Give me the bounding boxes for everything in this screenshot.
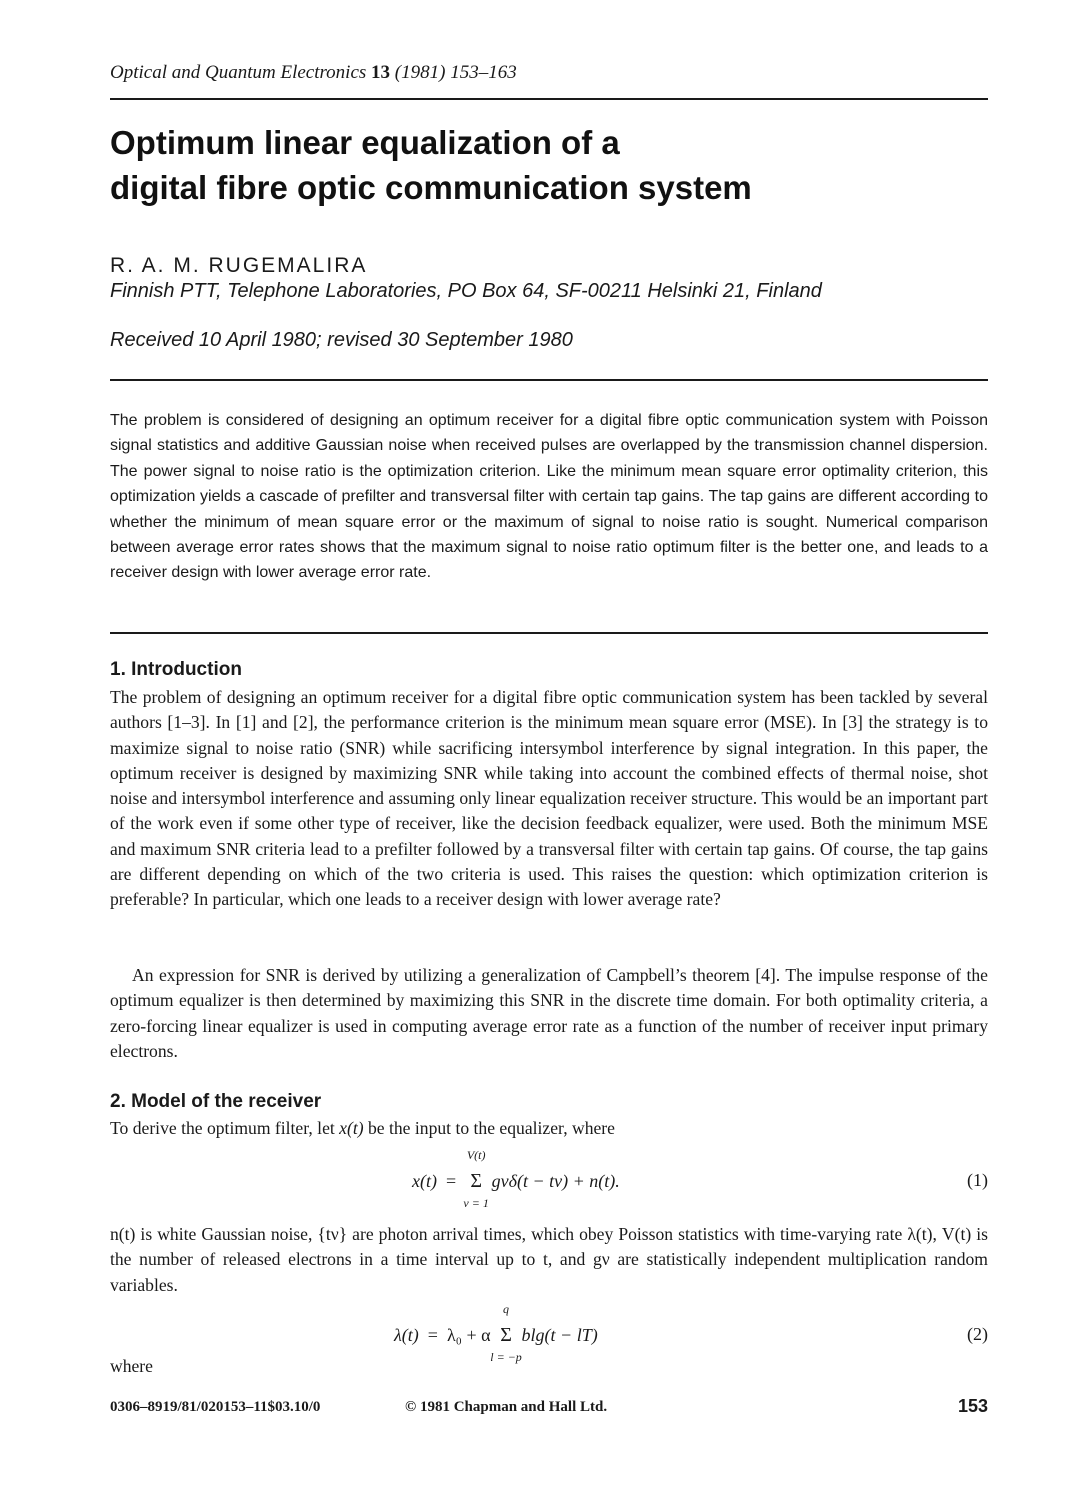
journal-volume: 13 — [371, 62, 391, 83]
model-intro — [110, 1116, 988, 1141]
footer-code: 0306–8919/81/020153–11$03.10/0 — [110, 1399, 321, 1415]
eq2-prefix: λ₀ + α — [446, 1325, 491, 1345]
intro-paragraph-2: An expression for SNR is derived by utilizing a generalization of Campbell’s theorem [4]. The impulse response of the optimum equalizer is then determined by maximizing this SNR in the discrete time domain. For both optimality criteria, a zero-forcing linear equalizer is used in computing average error rate as a function of the number of receiver input primary electrons. — [110, 965, 988, 1061]
eq1-lhs: x(t) — [412, 1171, 437, 1191]
model-paragraph: n(t) is white Gaussian noise, {tν} are photon arrival times, which obey Poisson statistics with time-varying rate λ(t), V(t) is the number of released electrons in a time interval up to t, and gν are statistically independent multiplication random variables. — [110, 1224, 988, 1295]
eq2-number: (2) — [967, 1324, 988, 1344]
author-affiliation: Finnish PTT, Telephone Laboratories, PO Box 64, SF-00211 Helsinki 21, Finland — [110, 280, 822, 302]
where-text: where — [110, 1356, 153, 1376]
eq2-sum-upper: q — [503, 1302, 510, 1316]
equation-2 — [110, 1302, 988, 1364]
journal-header — [110, 62, 517, 84]
abstract-rule-bottom — [110, 632, 988, 634]
eq1-number: (1) — [967, 1170, 988, 1190]
abstract-rule-top — [110, 379, 988, 381]
page-number: 153 — [957, 1396, 988, 1416]
title-line-1: Optimum linear equalization of a — [110, 124, 620, 161]
eq1-sum-upper: V(t) — [466, 1148, 486, 1162]
model-intro-before: To derive the optimum filter, let — [110, 1118, 340, 1138]
eq2-equals: = — [427, 1325, 438, 1345]
abstract: The problem is considered of designing an optimum receiver for a digital fibre optic communication system with Poisson signal statistics and additive Gaussian noise when received pulses are overlapped by the transmission channel dispersion. The power signal to noise ratio is the optimization criterion. Like the minimum mean square error optimality criterion, this optimization yields a cascade of prefilter and transversal filter with certain tap gains. The tap gains are different according to whether the minimum of mean square error or the maximum of signal to noise ratio is sought. Numerical comparison between average error rates shows that the maximum signal to noise ratio optimum filter is the better one, and leads to a receiver design with lower average error rate. — [110, 412, 988, 582]
received-dates: Received 10 April 1980; revised 30 September 1980 — [110, 329, 573, 351]
intro-paragraph-1: The problem of designing an optimum receiver for a digital fibre optic communication system has been tackled by several authors [1–3]. In [1] and [2], the performance criterion is the minimum mean square error (MSE). In [3] the strategy is to maximize signal to noise ratio (SNR) while sacrificing intersymbol interference by signal integration. In this paper, the optimum receiver is designed by maximizing SNR while taking into account the combined effects of thermal noise, shot noise and intersymbol interference and assuming only linear equalization receiver structure. This would be an important part of the work even if some other type of receiver, like the decision feedback equalizer, were used. Both the minimum MSE and maximum SNR criteria lead to a prefilter followed by a transversal filter with certain tap gains. Of course, the tap gains are different depending on which of the two criteria is used. This raises the question: which optimization criterion is preferable? In particular, which one leads to a receiver design with lower average rate? — [110, 687, 988, 910]
section-heading-introduction: 1. Introduction — [110, 659, 242, 680]
journal-name: Optical and Quantum Electronics — [110, 62, 367, 83]
eq1-equals: = — [445, 1171, 457, 1191]
footer-copyright: © 1981 Chapman and Hall Ltd. — [405, 1399, 608, 1415]
section-heading-model: 2. Model of the receiver — [110, 1091, 322, 1112]
title-line-2: digital fibre optic communication system — [110, 169, 752, 206]
author-name: R. A. M. RUGEMALIRA — [110, 254, 368, 277]
journal-year-pages: (1981) 153–163 — [394, 62, 517, 83]
model-intro-after: be the input to the equalizer, where — [363, 1118, 615, 1138]
eq2-summation: Σ q l = −p — [490, 1302, 522, 1364]
eq1-rhs: gνδ(t − tν) + n(t). — [491, 1171, 620, 1191]
eq2-lhs: λ(t) — [394, 1325, 419, 1345]
header-rule — [110, 98, 988, 100]
eq1-sum-lower: ν = 1 — [463, 1196, 489, 1210]
paper-title — [110, 120, 988, 210]
model-intro-variable: x(t) — [339, 1118, 364, 1138]
equation-2-body — [394, 1302, 598, 1364]
equation-1-body — [412, 1148, 620, 1210]
equation-1 — [110, 1148, 988, 1210]
eq2-sum-lower: l = −p — [490, 1350, 522, 1364]
eq2-rhs: blg(t − lT) — [521, 1325, 598, 1345]
eq1-summation: Σ V(t) ν = 1 — [463, 1148, 489, 1210]
